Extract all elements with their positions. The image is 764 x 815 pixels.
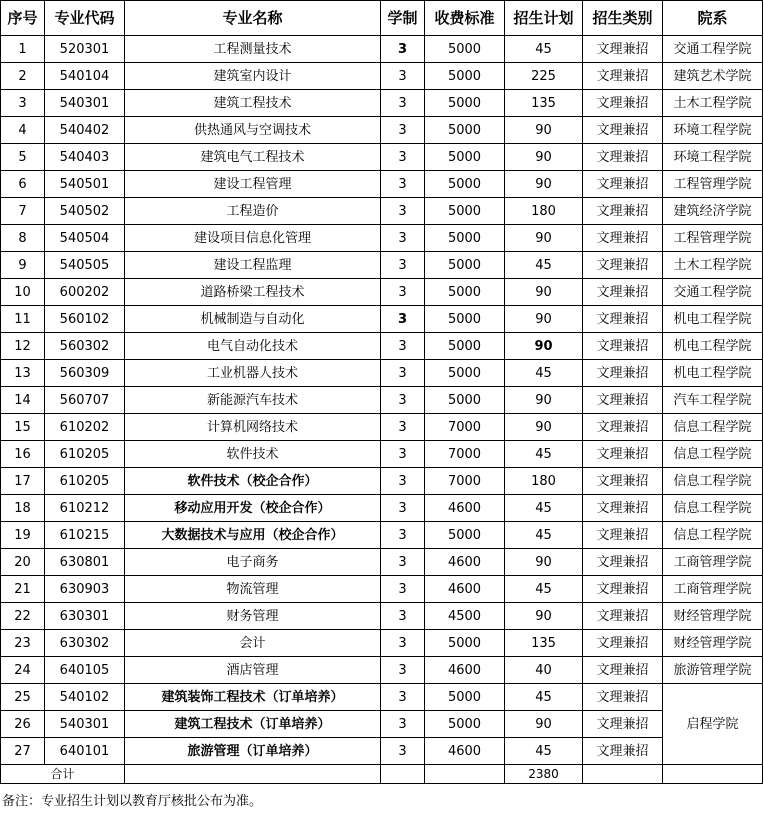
cell-dept: 旅游管理学院 [663, 657, 763, 684]
cell-code: 540402 [45, 117, 125, 144]
cell-code: 600202 [45, 279, 125, 306]
cell-plan: 90 [505, 333, 583, 360]
cell-dept: 汽车工程学院 [663, 387, 763, 414]
cell-fee: 5000 [425, 333, 505, 360]
cell-fee: 5000 [425, 306, 505, 333]
cell-years: 3 [381, 252, 425, 279]
cell-seq: 23 [1, 630, 45, 657]
cell-name: 大数据技术与应用（校企合作） [125, 522, 381, 549]
cell-years: 3 [381, 495, 425, 522]
cell-type: 文理兼招 [583, 522, 663, 549]
cell-years: 3 [381, 387, 425, 414]
cell-years: 3 [381, 738, 425, 765]
cell-type: 文理兼招 [583, 360, 663, 387]
cell-code: 520301 [45, 36, 125, 63]
cell-seq: 24 [1, 657, 45, 684]
cell-plan: 135 [505, 630, 583, 657]
cell-type: 文理兼招 [583, 414, 663, 441]
cell-name: 软件技术 [125, 441, 381, 468]
cell-code: 540104 [45, 63, 125, 90]
cell-seq: 17 [1, 468, 45, 495]
cell-fee: 4600 [425, 576, 505, 603]
cell-name: 建筑电气工程技术 [125, 144, 381, 171]
cell-plan: 90 [505, 603, 583, 630]
cell-years: 3 [381, 63, 425, 90]
cell-plan: 90 [505, 171, 583, 198]
cell-name: 机械制造与自动化 [125, 306, 381, 333]
total-plan: 2380 [505, 765, 583, 784]
table-row [1, 684, 763, 711]
cell-plan: 45 [505, 684, 583, 711]
cell-seq: 4 [1, 117, 45, 144]
cell-type: 文理兼招 [583, 387, 663, 414]
cell-years: 3 [381, 279, 425, 306]
header-plan: 招生计划 [505, 1, 583, 36]
cell-dept: 交通工程学院 [663, 279, 763, 306]
table-row [1, 603, 763, 630]
cell-seq: 21 [1, 576, 45, 603]
cell-code: 540502 [45, 198, 125, 225]
table-row [1, 171, 763, 198]
cell-seq: 22 [1, 603, 45, 630]
cell-type: 文理兼招 [583, 117, 663, 144]
cell-plan: 45 [505, 360, 583, 387]
cell-type: 文理兼招 [583, 684, 663, 711]
cell-name: 建设工程管理 [125, 171, 381, 198]
table-row [1, 576, 763, 603]
cell-name: 建筑工程技术（订单培养） [125, 711, 381, 738]
cell-seq: 2 [1, 63, 45, 90]
cell-plan: 225 [505, 63, 583, 90]
table-row [1, 306, 763, 333]
header-type: 招生类别 [583, 1, 663, 36]
cell-plan: 90 [505, 711, 583, 738]
table-row [1, 360, 763, 387]
cell-type: 文理兼招 [583, 306, 663, 333]
cell-dept: 信息工程学院 [663, 414, 763, 441]
cell-plan: 90 [505, 144, 583, 171]
cell-code: 610215 [45, 522, 125, 549]
cell-seq: 19 [1, 522, 45, 549]
cell-years: 3 [381, 522, 425, 549]
cell-dept: 财经管理学院 [663, 630, 763, 657]
table-header-row [1, 1, 763, 36]
table-row [1, 198, 763, 225]
cell-code: 630801 [45, 549, 125, 576]
cell-dept: 建筑艺术学院 [663, 63, 763, 90]
cell-plan: 45 [505, 36, 583, 63]
cell-seq: 8 [1, 225, 45, 252]
cell-dept: 机电工程学院 [663, 306, 763, 333]
header-dept: 院系 [663, 1, 763, 36]
cell-code: 540102 [45, 684, 125, 711]
cell-dept: 建筑经济学院 [663, 198, 763, 225]
cell-fee: 5000 [425, 36, 505, 63]
cell-code: 610205 [45, 468, 125, 495]
cell-seq: 7 [1, 198, 45, 225]
cell-fee: 5000 [425, 387, 505, 414]
cell-years: 3 [381, 684, 425, 711]
cell-plan: 90 [505, 549, 583, 576]
table-row [1, 549, 763, 576]
cell-fee: 7000 [425, 441, 505, 468]
cell-years: 3 [381, 630, 425, 657]
cell-type: 文理兼招 [583, 333, 663, 360]
cell-seq: 3 [1, 90, 45, 117]
cell-type: 文理兼招 [583, 711, 663, 738]
cell-name: 建设工程监理 [125, 252, 381, 279]
cell-name: 建设项目信息化管理 [125, 225, 381, 252]
cell-dept: 工商管理学院 [663, 576, 763, 603]
cell-name: 移动应用开发（校企合作） [125, 495, 381, 522]
cell-dept: 工程管理学院 [663, 171, 763, 198]
cell-years: 3 [381, 171, 425, 198]
cell-seq: 26 [1, 711, 45, 738]
cell-code: 610212 [45, 495, 125, 522]
total-empty-cell [125, 765, 381, 784]
cell-dept: 环境工程学院 [663, 144, 763, 171]
cell-fee: 4600 [425, 549, 505, 576]
cell-name: 旅游管理（订单培养） [125, 738, 381, 765]
cell-code: 560309 [45, 360, 125, 387]
cell-name: 酒店管理 [125, 657, 381, 684]
cell-years: 3 [381, 549, 425, 576]
header-seq: 序号 [1, 1, 45, 36]
cell-type: 文理兼招 [583, 90, 663, 117]
cell-fee: 5000 [425, 225, 505, 252]
cell-fee: 5000 [425, 198, 505, 225]
cell-dept: 机电工程学院 [663, 333, 763, 360]
header-name: 专业名称 [125, 1, 381, 36]
cell-seq: 13 [1, 360, 45, 387]
cell-plan: 45 [505, 441, 583, 468]
table-row [1, 225, 763, 252]
cell-name: 软件技术（校企合作） [125, 468, 381, 495]
table-row [1, 63, 763, 90]
table-row [1, 90, 763, 117]
cell-years: 3 [381, 603, 425, 630]
cell-code: 540501 [45, 171, 125, 198]
cell-seq: 25 [1, 684, 45, 711]
cell-dept: 土木工程学院 [663, 90, 763, 117]
cell-type: 文理兼招 [583, 441, 663, 468]
cell-code: 630302 [45, 630, 125, 657]
cell-name: 会计 [125, 630, 381, 657]
cell-fee: 4600 [425, 495, 505, 522]
cell-name: 建筑装饰工程技术（订单培养） [125, 684, 381, 711]
cell-name: 计算机网络技术 [125, 414, 381, 441]
cell-dept-merged: 启程学院 [663, 684, 763, 765]
cell-plan: 180 [505, 468, 583, 495]
cell-years: 3 [381, 468, 425, 495]
cell-fee: 5000 [425, 711, 505, 738]
cell-plan: 45 [505, 495, 583, 522]
cell-code: 640105 [45, 657, 125, 684]
cell-type: 文理兼招 [583, 198, 663, 225]
footnote: 备注：专业招生计划以教育厅核批公布为准。 [2, 794, 263, 809]
cell-years: 3 [381, 198, 425, 225]
cell-name: 电气自动化技术 [125, 333, 381, 360]
cell-plan: 45 [505, 252, 583, 279]
table-row [1, 657, 763, 684]
table-row [1, 387, 763, 414]
cell-name: 道路桥梁工程技术 [125, 279, 381, 306]
cell-name: 新能源汽车技术 [125, 387, 381, 414]
cell-type: 文理兼招 [583, 657, 663, 684]
cell-seq: 18 [1, 495, 45, 522]
cell-name: 工程造价 [125, 198, 381, 225]
cell-code: 560302 [45, 333, 125, 360]
cell-type: 文理兼招 [583, 576, 663, 603]
cell-plan: 45 [505, 576, 583, 603]
cell-name: 供热通风与空调技术 [125, 117, 381, 144]
cell-name: 建筑室内设计 [125, 63, 381, 90]
table-row [1, 36, 763, 63]
cell-plan: 40 [505, 657, 583, 684]
cell-code: 610202 [45, 414, 125, 441]
cell-type: 文理兼招 [583, 603, 663, 630]
cell-dept: 财经管理学院 [663, 603, 763, 630]
cell-fee: 5000 [425, 117, 505, 144]
cell-fee: 5000 [425, 144, 505, 171]
cell-dept: 信息工程学院 [663, 522, 763, 549]
cell-fee: 5000 [425, 279, 505, 306]
cell-plan: 90 [505, 414, 583, 441]
cell-type: 文理兼招 [583, 630, 663, 657]
cell-name: 工业机器人技术 [125, 360, 381, 387]
cell-seq: 5 [1, 144, 45, 171]
cell-code: 630301 [45, 603, 125, 630]
table-row [1, 117, 763, 144]
cell-years: 3 [381, 657, 425, 684]
cell-type: 文理兼招 [583, 225, 663, 252]
cell-plan: 180 [505, 198, 583, 225]
cell-type: 文理兼招 [583, 252, 663, 279]
cell-name: 建筑工程技术 [125, 90, 381, 117]
cell-fee: 4600 [425, 738, 505, 765]
cell-type: 文理兼招 [583, 738, 663, 765]
cell-code: 540504 [45, 225, 125, 252]
cell-code: 610205 [45, 441, 125, 468]
cell-fee: 5000 [425, 90, 505, 117]
cell-fee: 5000 [425, 630, 505, 657]
cell-dept: 信息工程学院 [663, 441, 763, 468]
cell-fee: 5000 [425, 171, 505, 198]
cell-dept: 环境工程学院 [663, 117, 763, 144]
table-row [1, 495, 763, 522]
cell-dept: 工程管理学院 [663, 225, 763, 252]
cell-name: 工程测量技术 [125, 36, 381, 63]
total-empty-cell [381, 765, 425, 784]
table-row [1, 522, 763, 549]
cell-name: 电子商务 [125, 549, 381, 576]
cell-fee: 5000 [425, 252, 505, 279]
cell-seq: 1 [1, 36, 45, 63]
cell-type: 文理兼招 [583, 171, 663, 198]
header-code: 专业代码 [45, 1, 125, 36]
table-row [1, 279, 763, 306]
cell-seq: 9 [1, 252, 45, 279]
cell-fee: 7000 [425, 468, 505, 495]
cell-seq: 11 [1, 306, 45, 333]
total-empty-cell [425, 765, 505, 784]
cell-years: 3 [381, 90, 425, 117]
cell-seq: 20 [1, 549, 45, 576]
table-row [1, 630, 763, 657]
cell-years: 3 [381, 576, 425, 603]
cell-code: 560707 [45, 387, 125, 414]
total-label: 合计 [1, 765, 125, 784]
table-row [1, 738, 763, 765]
cell-plan: 90 [505, 279, 583, 306]
cell-type: 文理兼招 [583, 495, 663, 522]
header-fee: 收费标准 [425, 1, 505, 36]
table-body [1, 36, 763, 765]
total-empty-cell [663, 765, 763, 784]
cell-years: 3 [381, 225, 425, 252]
total-row [1, 765, 763, 784]
cell-years: 3 [381, 333, 425, 360]
table-row [1, 711, 763, 738]
cell-fee: 7000 [425, 414, 505, 441]
cell-type: 文理兼招 [583, 279, 663, 306]
cell-code: 630903 [45, 576, 125, 603]
cell-code: 540403 [45, 144, 125, 171]
cell-name: 物流管理 [125, 576, 381, 603]
cell-fee: 4500 [425, 603, 505, 630]
total-empty-cell [583, 765, 663, 784]
cell-plan: 45 [505, 738, 583, 765]
table-row [1, 333, 763, 360]
cell-seq: 6 [1, 171, 45, 198]
cell-seq: 15 [1, 414, 45, 441]
cell-years: 3 [381, 414, 425, 441]
cell-type: 文理兼招 [583, 549, 663, 576]
cell-seq: 10 [1, 279, 45, 306]
cell-years: 3 [381, 306, 425, 333]
cell-seq: 27 [1, 738, 45, 765]
cell-code: 540301 [45, 90, 125, 117]
cell-years: 3 [381, 144, 425, 171]
cell-plan: 90 [505, 225, 583, 252]
cell-years: 3 [381, 36, 425, 63]
cell-plan: 90 [505, 387, 583, 414]
cell-code: 540301 [45, 711, 125, 738]
cell-plan: 135 [505, 90, 583, 117]
cell-fee: 4600 [425, 657, 505, 684]
cell-code: 640101 [45, 738, 125, 765]
table-row [1, 441, 763, 468]
cell-seq: 16 [1, 441, 45, 468]
cell-seq: 12 [1, 333, 45, 360]
table-row [1, 144, 763, 171]
cell-fee: 5000 [425, 63, 505, 90]
cell-dept: 信息工程学院 [663, 468, 763, 495]
cell-dept: 交通工程学院 [663, 36, 763, 63]
cell-seq: 14 [1, 387, 45, 414]
cell-type: 文理兼招 [583, 468, 663, 495]
header-years: 学制 [381, 1, 425, 36]
cell-type: 文理兼招 [583, 36, 663, 63]
table-row [1, 414, 763, 441]
cell-code: 560102 [45, 306, 125, 333]
cell-name: 财务管理 [125, 603, 381, 630]
cell-years: 3 [381, 441, 425, 468]
cell-code: 540505 [45, 252, 125, 279]
cell-plan: 90 [505, 117, 583, 144]
cell-years: 3 [381, 117, 425, 144]
cell-dept: 机电工程学院 [663, 360, 763, 387]
cell-dept: 工商管理学院 [663, 549, 763, 576]
cell-plan: 45 [505, 522, 583, 549]
cell-type: 文理兼招 [583, 63, 663, 90]
table-row [1, 468, 763, 495]
cell-years: 3 [381, 711, 425, 738]
cell-plan: 90 [505, 306, 583, 333]
cell-years: 3 [381, 360, 425, 387]
cell-type: 文理兼招 [583, 144, 663, 171]
cell-dept: 信息工程学院 [663, 495, 763, 522]
table-row [1, 252, 763, 279]
cell-dept: 土木工程学院 [663, 252, 763, 279]
cell-fee: 5000 [425, 522, 505, 549]
cell-fee: 5000 [425, 684, 505, 711]
cell-fee: 5000 [425, 360, 505, 387]
